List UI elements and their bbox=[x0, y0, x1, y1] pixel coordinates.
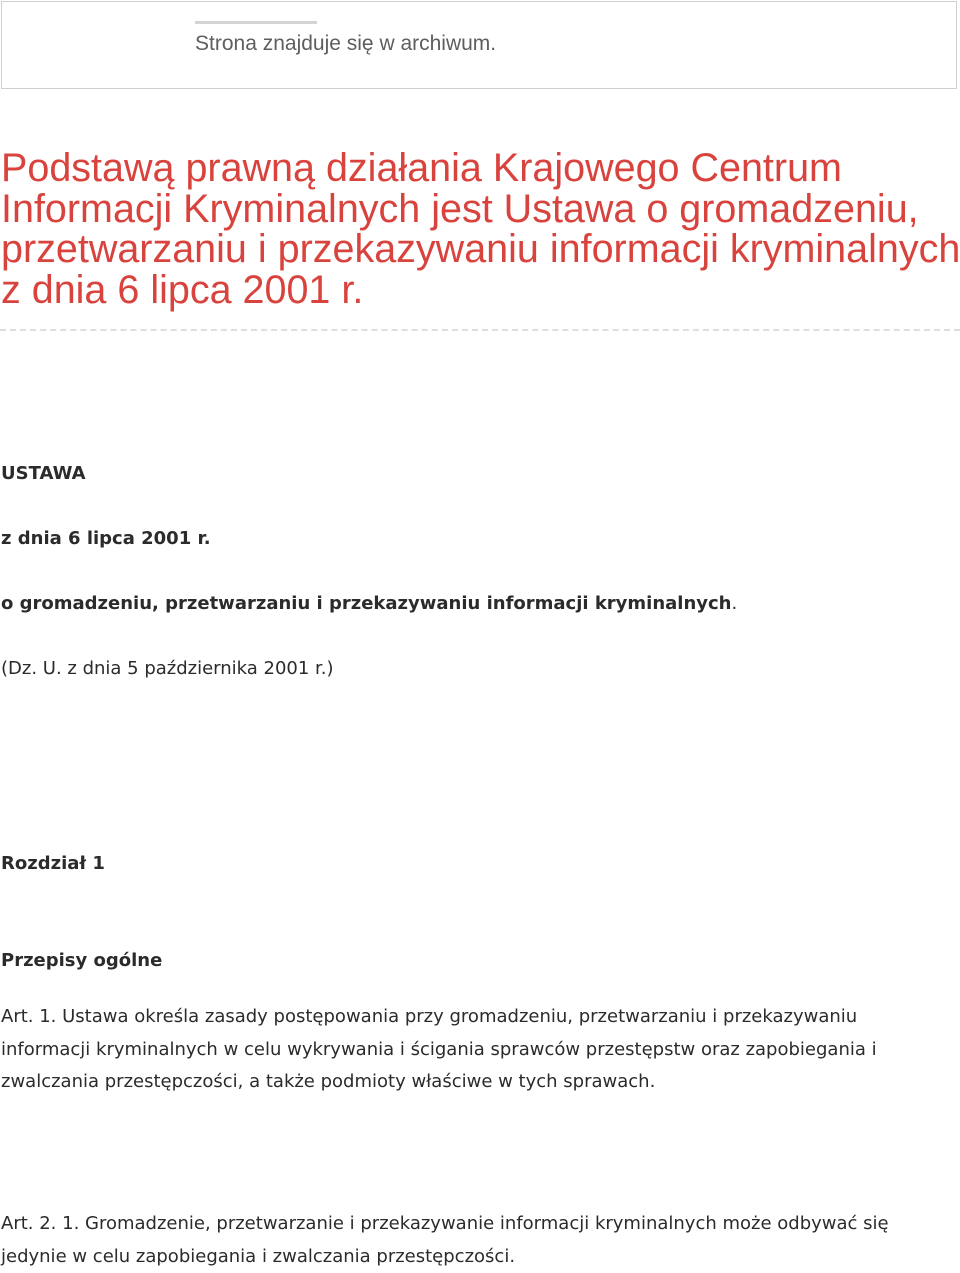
chapter-number: Rozdział 1 bbox=[1, 853, 105, 874]
act-subject: o gromadzeniu, przetwarzaniu i przekazywaniu informacji kryminalnych bbox=[1, 593, 732, 614]
act-publication: (Dz. U. z dnia 5 października 2001 r.) bbox=[1, 658, 334, 679]
archive-notice-box bbox=[1, 1, 957, 89]
article-2: Art. 2. 1. Gromadzenie, przetwarzanie i przekazywanie informacji kryminalnych może odbywać się jedynie w celu zapobiegania i zwalczania przestępczości. bbox=[1, 1213, 889, 1267]
chapter-name: Przepisy ogólne bbox=[1, 950, 163, 971]
act-subject-suffix: . bbox=[731, 593, 738, 614]
act-date: z dnia 6 lipca 2001 r. bbox=[1, 528, 211, 549]
act-subject-line bbox=[1, 593, 737, 615]
article-1: Art. 1. Ustawa określa zasady postępowania przy gromadzeniu, przetwarzaniu i przekazywaniu informacji kryminalnych w celu wykrywania i ścigania sprawców przestępstw oraz zapobiegania i zwalczania przestępczości, a także podmioty właściwe w tych sprawach. bbox=[1, 1006, 877, 1092]
archive-notice: Strona znajduje się w archiwum. bbox=[195, 32, 497, 55]
dashed-divider bbox=[0, 329, 960, 331]
page-title: Podstawą prawną działania Krajowego Centrum Informacji Kryminalnych jest Ustawa o gromadzeniu, przetwarzaniu i przekazywaniu informacji kryminalnych z dnia 6 lipca 2001 r. bbox=[1, 146, 960, 312]
archive-notice-rule bbox=[195, 21, 317, 24]
act-heading: USTAWA bbox=[1, 463, 86, 484]
